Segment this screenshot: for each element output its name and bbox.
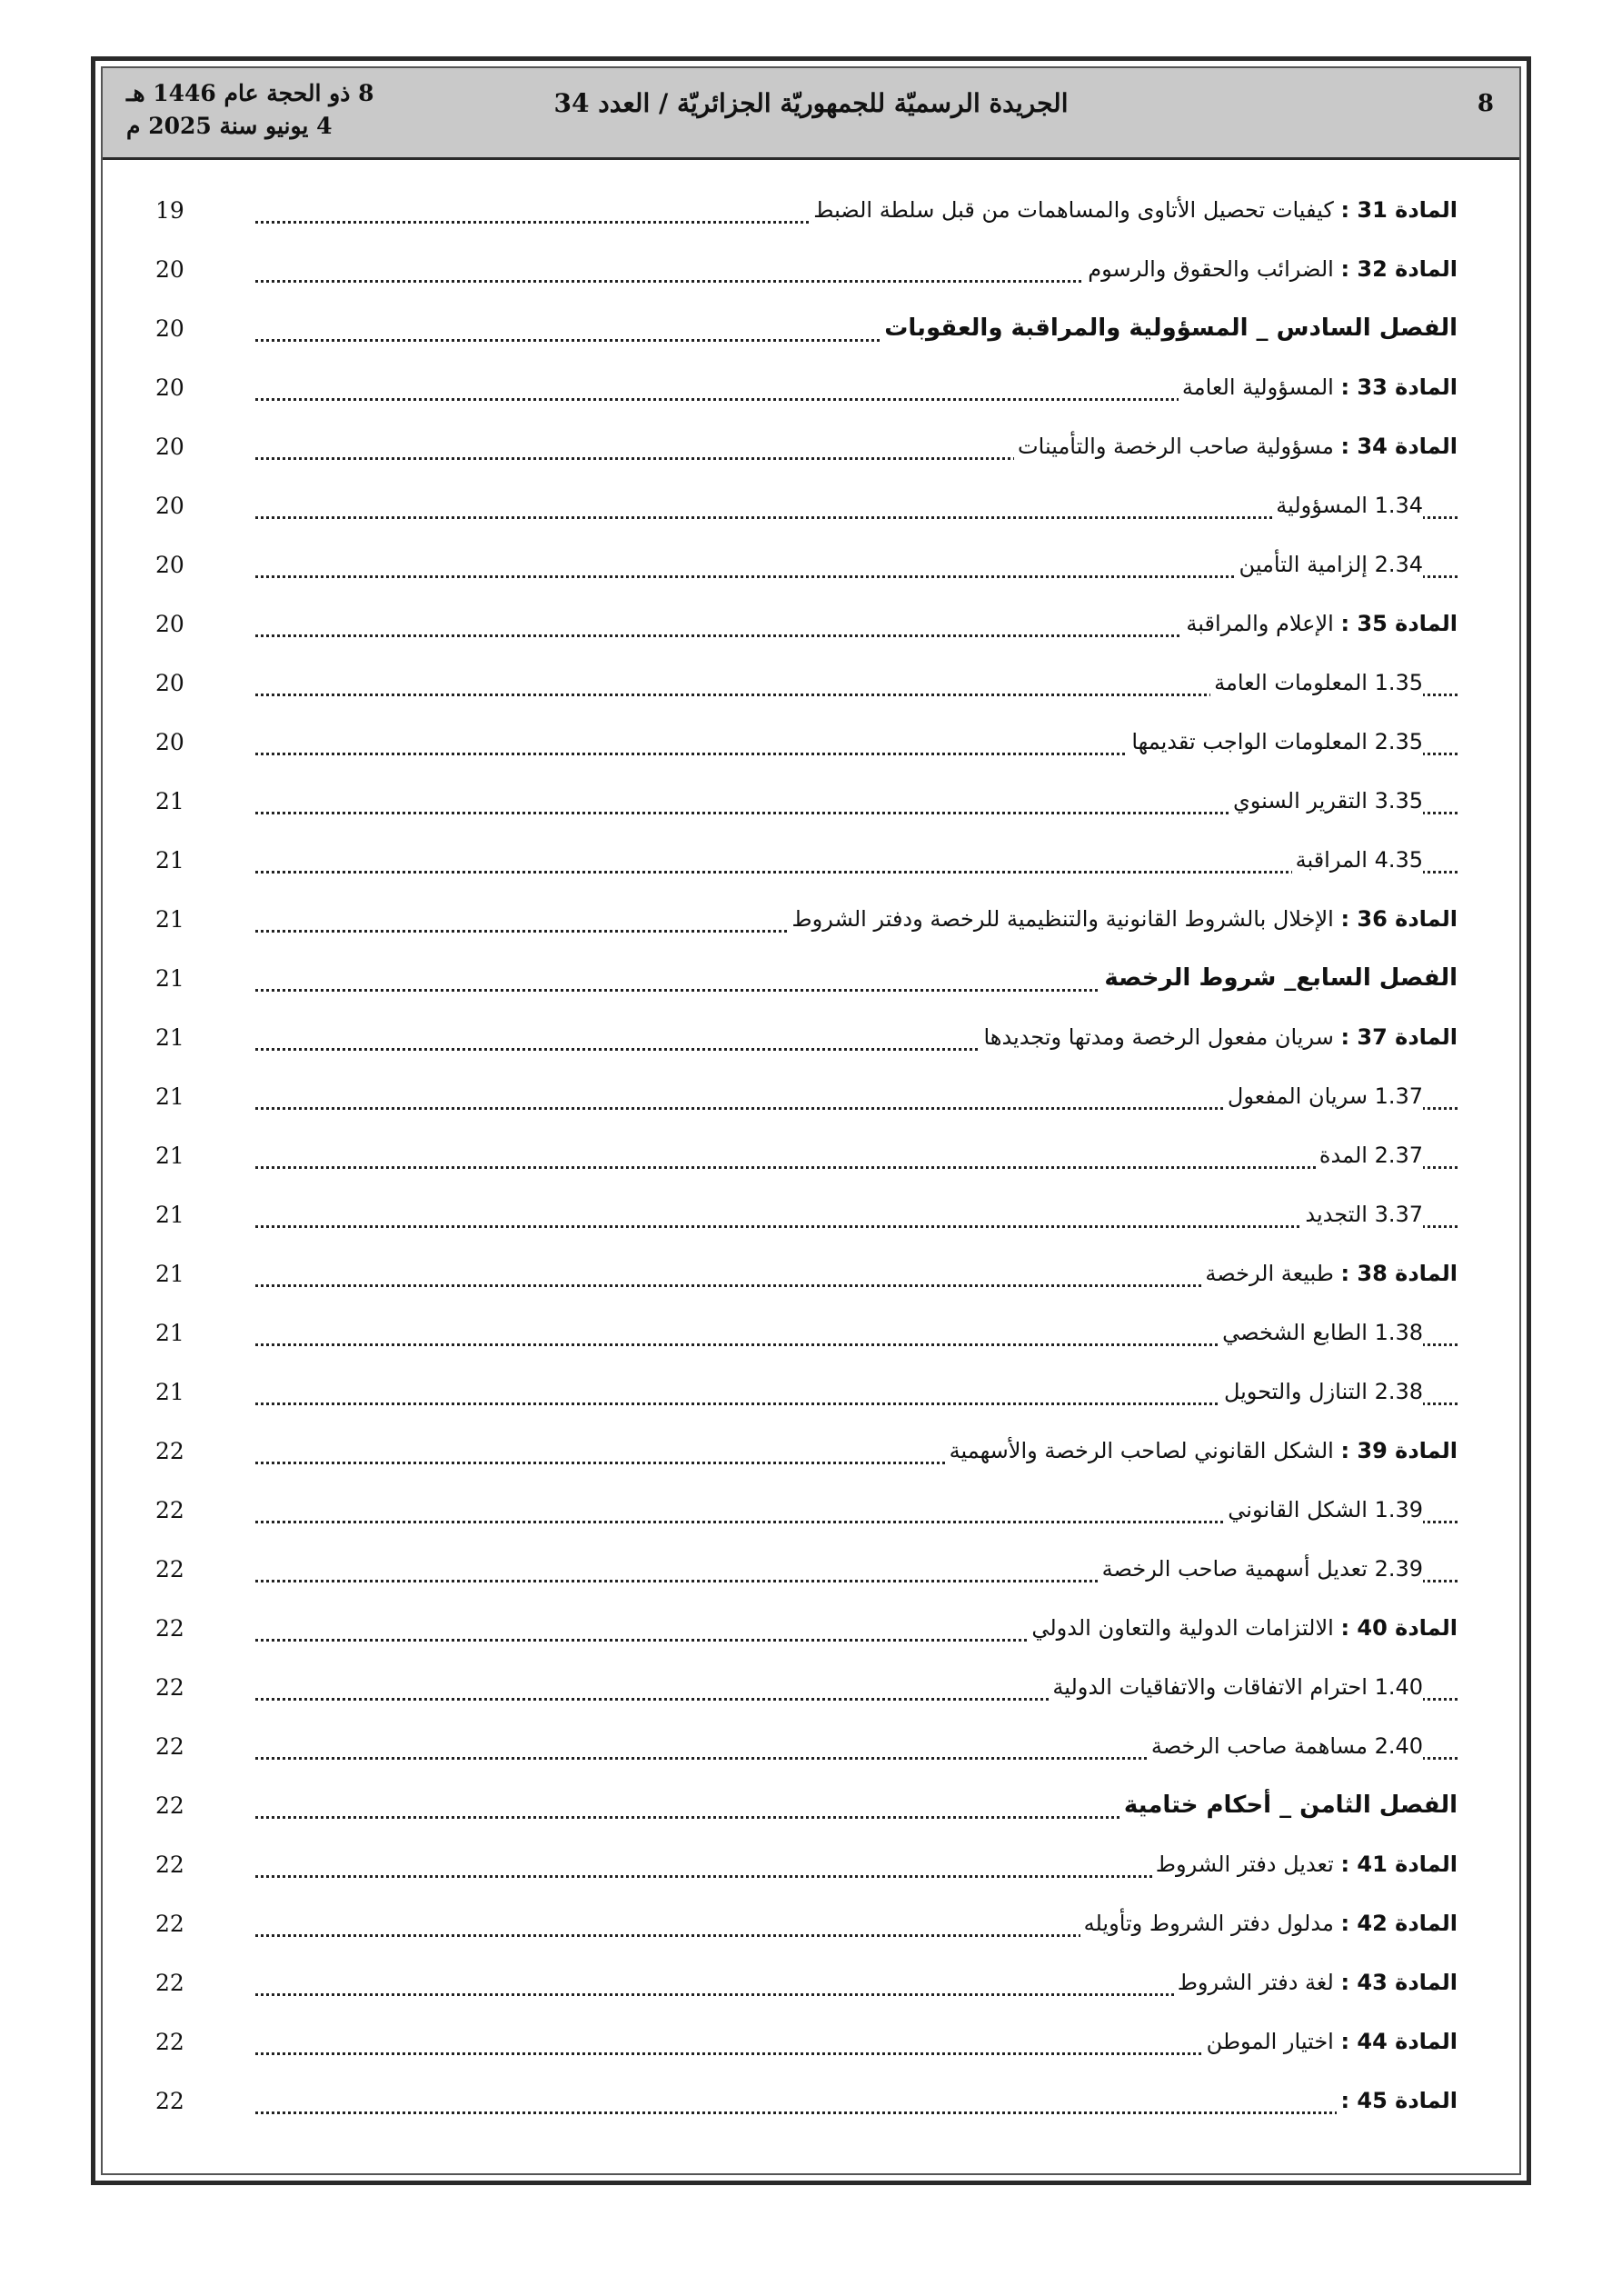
toc-page-number: 22 (155, 1674, 184, 1701)
article-number: المادة 39 : (1340, 1438, 1458, 1463)
entry-title: طبيعة الرخصة (1205, 1261, 1341, 1286)
toc-article-row (155, 1015, 1458, 1063)
issue-date (126, 77, 374, 143)
toc-entry-label (1203, 2023, 1458, 2060)
toc-page-number: 20 (155, 670, 184, 696)
toc-page-number: 22 (155, 1438, 184, 1464)
entry-title: 1.39 الشكل القانوني (1228, 1497, 1423, 1522)
toc-subsection-row (155, 1074, 1458, 1122)
toc-entry-label (810, 192, 1458, 228)
toc-entry-label (1152, 1846, 1458, 1882)
toc-entry-label (1301, 1196, 1423, 1233)
entry-title: الضرائب والحقوق والرسوم (1088, 256, 1341, 282)
toc-article-row (155, 424, 1458, 472)
entry-title: 2.35 المعلومات الواجب تقديمها (1131, 729, 1423, 754)
entry-title: لغة دفتر الشروط (1177, 1970, 1341, 1995)
toc-page-number: 20 (155, 434, 184, 460)
toc-subsection-row (155, 661, 1458, 708)
article-number: المادة 35 : (1340, 611, 1458, 636)
toc-entry-label (1120, 1787, 1458, 1823)
entry-title: 3.37 التجديد (1305, 1202, 1423, 1227)
entry-title: 2.40 مساهمة صاحب الرخصة (1150, 1733, 1423, 1759)
toc-article-row (155, 188, 1458, 235)
toc-subsection-row (155, 1665, 1458, 1712)
toc-page-number: 21 (155, 1024, 184, 1051)
toc-entry-label (1219, 1314, 1423, 1351)
toc-page-number: 20 (155, 315, 184, 342)
toc-page-number: 21 (155, 788, 184, 814)
toc-page-number: 22 (155, 2088, 184, 2114)
toc-entry-label (1292, 842, 1423, 878)
article-number: المادة 37 : (1340, 1024, 1458, 1050)
toc-entry-label (1049, 1669, 1423, 1705)
toc-page-number: 22 (155, 1556, 184, 1582)
toc-page-number: 21 (155, 906, 184, 933)
toc-subsection-row (155, 1311, 1458, 1358)
toc-subsection-row (155, 838, 1458, 885)
entry-title: 2.34 إلزامية التأمين (1239, 552, 1423, 577)
toc-entry-label (1182, 605, 1458, 642)
article-number: المادة 41 : (1340, 1852, 1458, 1877)
article-number: المادة 38 : (1340, 1261, 1458, 1286)
article-number: المادة 32 : (1340, 256, 1458, 282)
article-number: المادة 33 : (1340, 374, 1458, 400)
toc-entry-label (1201, 1255, 1458, 1292)
toc-subsection-row (155, 543, 1458, 590)
toc-subsection-row (155, 1488, 1458, 1535)
entry-title: 1.37 سريان المفعول (1227, 1083, 1423, 1109)
toc-article-row (155, 1842, 1458, 1890)
toc-entry-label (788, 901, 1458, 937)
toc-page-number: 21 (155, 1202, 184, 1228)
toc-page-number: 20 (155, 374, 184, 401)
toc-entry-label (1099, 1551, 1423, 1587)
entry-title: 1.38 الطابع الشخصي (1222, 1320, 1423, 1345)
toc-subsection-row (155, 1193, 1458, 1240)
article-number: المادة 34 : (1340, 434, 1458, 459)
dot-leader (255, 2111, 1458, 2114)
entry-title: 2.38 التنازل والتحويل (1223, 1379, 1423, 1404)
toc-page-number: 20 (155, 256, 184, 283)
hijri-date: 8 ذو الحجة عام 1446 هـ (126, 80, 374, 106)
toc-page-number: 22 (155, 1792, 184, 1819)
page-header (103, 68, 1519, 160)
toc-entry-label (1128, 724, 1423, 760)
dot-leader (255, 871, 1458, 873)
toc-article-row (155, 602, 1458, 649)
toc-page-number: 22 (155, 1852, 184, 1878)
entry-title: 1.35 المعلومات العامة (1214, 670, 1423, 695)
toc-subsection-row (155, 779, 1458, 826)
toc-page-number: 22 (155, 1615, 184, 1642)
entry-title: الإخلال بالشروط القانونية والتنظيمية للرخصة ودفتر الشروط (791, 906, 1341, 932)
entry-title: سريان مفعول الرخصة ومدتها وتجديدها (983, 1024, 1341, 1050)
article-number: المادة 44 : (1340, 2029, 1458, 2054)
entry-title: الشكل القانوني لصاحب الرخصة والأسهمية (949, 1438, 1341, 1463)
toc-article-row (155, 1252, 1458, 1299)
entry-title: 1.34 المسؤولية (1276, 493, 1423, 518)
toc-entry-label (1100, 960, 1458, 996)
toc-entry-label (1179, 369, 1458, 405)
toc-chapter-row (155, 1783, 1458, 1831)
entry-title: 2.39 تعديل أسهمية صاحب الرخصة (1101, 1556, 1423, 1582)
toc-chapter-row (155, 306, 1458, 354)
entry-title: مسؤولية صاحب الرخصة والتأمينات (1018, 434, 1341, 459)
toc-page-number: 20 (155, 552, 184, 578)
article-number: المادة 36 : (1340, 906, 1458, 932)
toc-page-number: 20 (155, 729, 184, 755)
toc-page-number: 21 (155, 1143, 184, 1169)
toc-page-number: 22 (155, 2029, 184, 2055)
toc-article-row (155, 897, 1458, 944)
toc-article-row (155, 1606, 1458, 1653)
article-number: المادة 42 : (1340, 1911, 1458, 1936)
toc-article-row (155, 1902, 1458, 1949)
toc-article-row (155, 2079, 1458, 2126)
toc-page-number: 21 (155, 1379, 184, 1405)
toc-article-row (155, 1429, 1458, 1476)
toc-page-number: 19 (155, 197, 184, 224)
entry-title: تعديل دفتر الشروط (1155, 1852, 1341, 1877)
entry-title: مدلول دفتر الشروط وتأويله (1083, 1911, 1341, 1936)
chapter-title: الفصل السابع_ شروط الرخصة (1104, 964, 1458, 992)
toc-article-row (155, 247, 1458, 294)
article-number: المادة 43 : (1340, 1970, 1458, 1995)
toc-article-row (155, 1961, 1458, 2008)
toc-entry-label (1080, 1905, 1458, 1942)
toc-page-number: 20 (155, 611, 184, 637)
toc-page-number: 22 (155, 1911, 184, 1937)
entry-title: 1.40 احترام الاتفاقات والاتفاقيات الدولية (1052, 1674, 1423, 1700)
toc-subsection-row (155, 484, 1458, 531)
toc-subsection-row (155, 1547, 1458, 1594)
entry-title: اختيار الموطن (1206, 2029, 1341, 2054)
chapter-title: الفصل الثامن _ أحكام ختامية (1123, 1792, 1458, 1819)
entry-title: الإعلام والمراقبة (1186, 611, 1341, 636)
toc-article-row (155, 2020, 1458, 2067)
dot-leader (255, 1225, 1458, 1228)
entry-title: المسؤولية العامة (1181, 374, 1341, 400)
toc-entry-label (1148, 1728, 1423, 1764)
toc-entry-label (1084, 251, 1458, 287)
toc-entry-label (1220, 1373, 1423, 1410)
toc-page-number: 20 (155, 493, 184, 519)
toc-page-number: 22 (155, 1733, 184, 1760)
toc-page-number: 21 (155, 1261, 184, 1287)
entry-title: 2.37 المدة (1318, 1143, 1423, 1168)
article-number: المادة 31 : (1340, 197, 1458, 223)
toc-page-number: 21 (155, 1083, 184, 1110)
toc-entry-label (1229, 783, 1423, 819)
toc-page-number: 22 (155, 1970, 184, 1996)
chapter-title: الفصل السادس _ المسؤولية والمراقبة والعقوبات (884, 314, 1458, 342)
toc-entry-label (1337, 2082, 1458, 2119)
toc-chapter-row (155, 956, 1458, 1003)
page-frame-inner (101, 66, 1521, 2175)
toc-entry-label (946, 1433, 1458, 1469)
toc-subsection-row (155, 1133, 1458, 1181)
article-number: المادة 40 : (1340, 1615, 1458, 1641)
page-number: 8 (1477, 90, 1494, 117)
entry-title: 4.35 المراقبة (1295, 847, 1423, 873)
toc-page-number: 22 (155, 1497, 184, 1523)
journal-title: الجريدة الرسميّة للجمهوريّة الجزائريّة / العدد 34 (553, 88, 1069, 118)
page-frame (91, 56, 1531, 2185)
toc-subsection-row (155, 1724, 1458, 1772)
toc-page-number: 21 (155, 847, 184, 873)
toc-page-number: 21 (155, 965, 184, 992)
toc-entry-label (1316, 1137, 1423, 1173)
toc-entry-label (980, 1019, 1458, 1055)
toc-subsection-row (155, 720, 1458, 767)
toc-page-number: 21 (155, 1320, 184, 1346)
toc-entry-label (1272, 487, 1423, 524)
gregorian-date: 4 يونيو سنة 2025 م (126, 113, 333, 139)
dot-leader (255, 1166, 1458, 1169)
toc-entry-label (1236, 546, 1423, 583)
entry-title: 3.35 التقرير السنوي (1232, 788, 1423, 814)
toc-entry-label (1014, 428, 1458, 464)
toc-subsection-row (155, 1370, 1458, 1417)
toc-entry-label (1174, 1964, 1458, 2001)
article-number: المادة 45 : (1340, 2088, 1458, 2113)
toc-article-row (155, 365, 1458, 413)
toc-entry-label (1224, 1492, 1423, 1528)
toc-entry-label (1224, 1078, 1423, 1114)
toc-entry-label (881, 310, 1458, 346)
toc-entry-label (1210, 664, 1423, 701)
toc-entry-label (1028, 1610, 1458, 1646)
entry-title: الالتزامات الدولية والتعاون الدولي (1031, 1615, 1341, 1641)
entry-title: كيفيات تحصيل الأتاوى والمساهمات من قبل سلطة الضبط (813, 197, 1341, 223)
